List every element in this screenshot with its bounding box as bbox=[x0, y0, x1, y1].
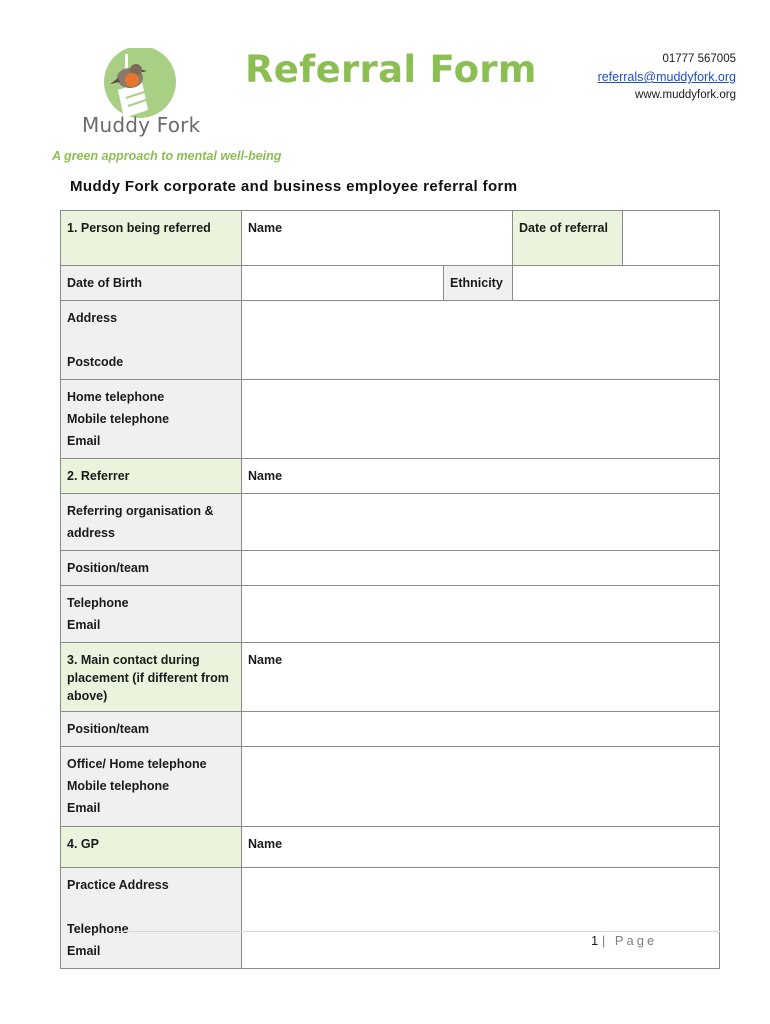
section-2-heading: 2. Referrer bbox=[61, 459, 242, 494]
referring-organisation-field[interactable] bbox=[242, 494, 720, 551]
contact-numbers-label-cell bbox=[61, 380, 242, 459]
section-3-heading: 3. Main contact during placement (if different from above) bbox=[61, 643, 242, 712]
main-contact-mobile-label: Mobile telephone bbox=[67, 779, 170, 793]
website-text: www.muddyfork.org bbox=[635, 89, 736, 101]
referrer-email-label: Email bbox=[67, 618, 101, 632]
ethnicity-label: Ethnicity bbox=[444, 266, 513, 301]
referring-organisation-label: Referring organisation & address bbox=[61, 494, 242, 551]
referrer-name-label: Name bbox=[248, 469, 283, 483]
ethnicity-field[interactable] bbox=[513, 266, 720, 301]
address-label: Address bbox=[67, 311, 118, 325]
mobile-telephone-label: Mobile telephone bbox=[67, 412, 170, 426]
gp-email-label: Email bbox=[67, 944, 101, 958]
section-1-heading: 1. Person being referred bbox=[61, 211, 242, 266]
referrer-position-label: Position/team bbox=[61, 551, 242, 586]
main-contact-position-field[interactable] bbox=[242, 712, 720, 747]
referrer-telephone-label: Telephone bbox=[67, 596, 129, 610]
footer-divider bbox=[115, 931, 720, 932]
form-heading: Muddy Fork corporate and business employee referral form bbox=[70, 178, 518, 195]
logo-text: Muddy Fork bbox=[82, 113, 201, 137]
address-field[interactable] bbox=[242, 301, 720, 380]
date-of-referral-label: Date of referral bbox=[513, 211, 623, 266]
contact-numbers-field[interactable] bbox=[242, 380, 720, 459]
person-name-field[interactable] bbox=[242, 211, 513, 266]
main-contact-email-label: Email bbox=[67, 801, 101, 815]
page-title: Referral Form bbox=[245, 48, 537, 91]
email-label: Email bbox=[67, 434, 101, 448]
gp-telephone-label: Telephone bbox=[67, 922, 129, 936]
main-contact-position-label: Position/team bbox=[61, 712, 242, 747]
email-link[interactable]: referrals@muddyfork.org bbox=[597, 70, 736, 84]
gp-name-field[interactable] bbox=[242, 827, 720, 868]
referral-form-table bbox=[60, 210, 720, 969]
home-telephone-label: Home telephone bbox=[67, 390, 165, 404]
gp-details-label-cell bbox=[61, 868, 242, 969]
page-number bbox=[591, 933, 657, 948]
main-contact-numbers-label-cell bbox=[61, 747, 242, 827]
referrer-name-field[interactable] bbox=[242, 459, 720, 494]
tagline: A green approach to mental well-being bbox=[52, 149, 282, 163]
office-home-telephone-label: Office/ Home telephone bbox=[67, 757, 207, 771]
main-contact-name-label: Name bbox=[248, 653, 283, 667]
gp-name-label: Name bbox=[248, 837, 283, 851]
page-label: | Page bbox=[601, 933, 658, 948]
phone-number: 01777 567005 bbox=[662, 53, 736, 65]
gp-details-field[interactable] bbox=[242, 868, 720, 969]
postcode-label: Postcode bbox=[67, 355, 124, 369]
dob-field[interactable] bbox=[242, 266, 444, 301]
section-4-heading: 4. GP bbox=[61, 827, 242, 868]
main-contact-numbers-field[interactable] bbox=[242, 747, 720, 827]
referrer-position-field[interactable] bbox=[242, 551, 720, 586]
referrer-contact-label-cell bbox=[61, 586, 242, 643]
page-number-value: 1 bbox=[591, 933, 599, 948]
practice-address-label: Practice Address bbox=[67, 878, 169, 892]
referrer-contact-field[interactable] bbox=[242, 586, 720, 643]
contact-block bbox=[598, 50, 736, 104]
person-name-label: Name bbox=[248, 221, 283, 235]
main-contact-name-field[interactable] bbox=[242, 643, 720, 712]
address-label-cell bbox=[61, 301, 242, 380]
date-of-referral-field[interactable] bbox=[623, 211, 720, 266]
dob-label: Date of Birth bbox=[61, 266, 242, 301]
